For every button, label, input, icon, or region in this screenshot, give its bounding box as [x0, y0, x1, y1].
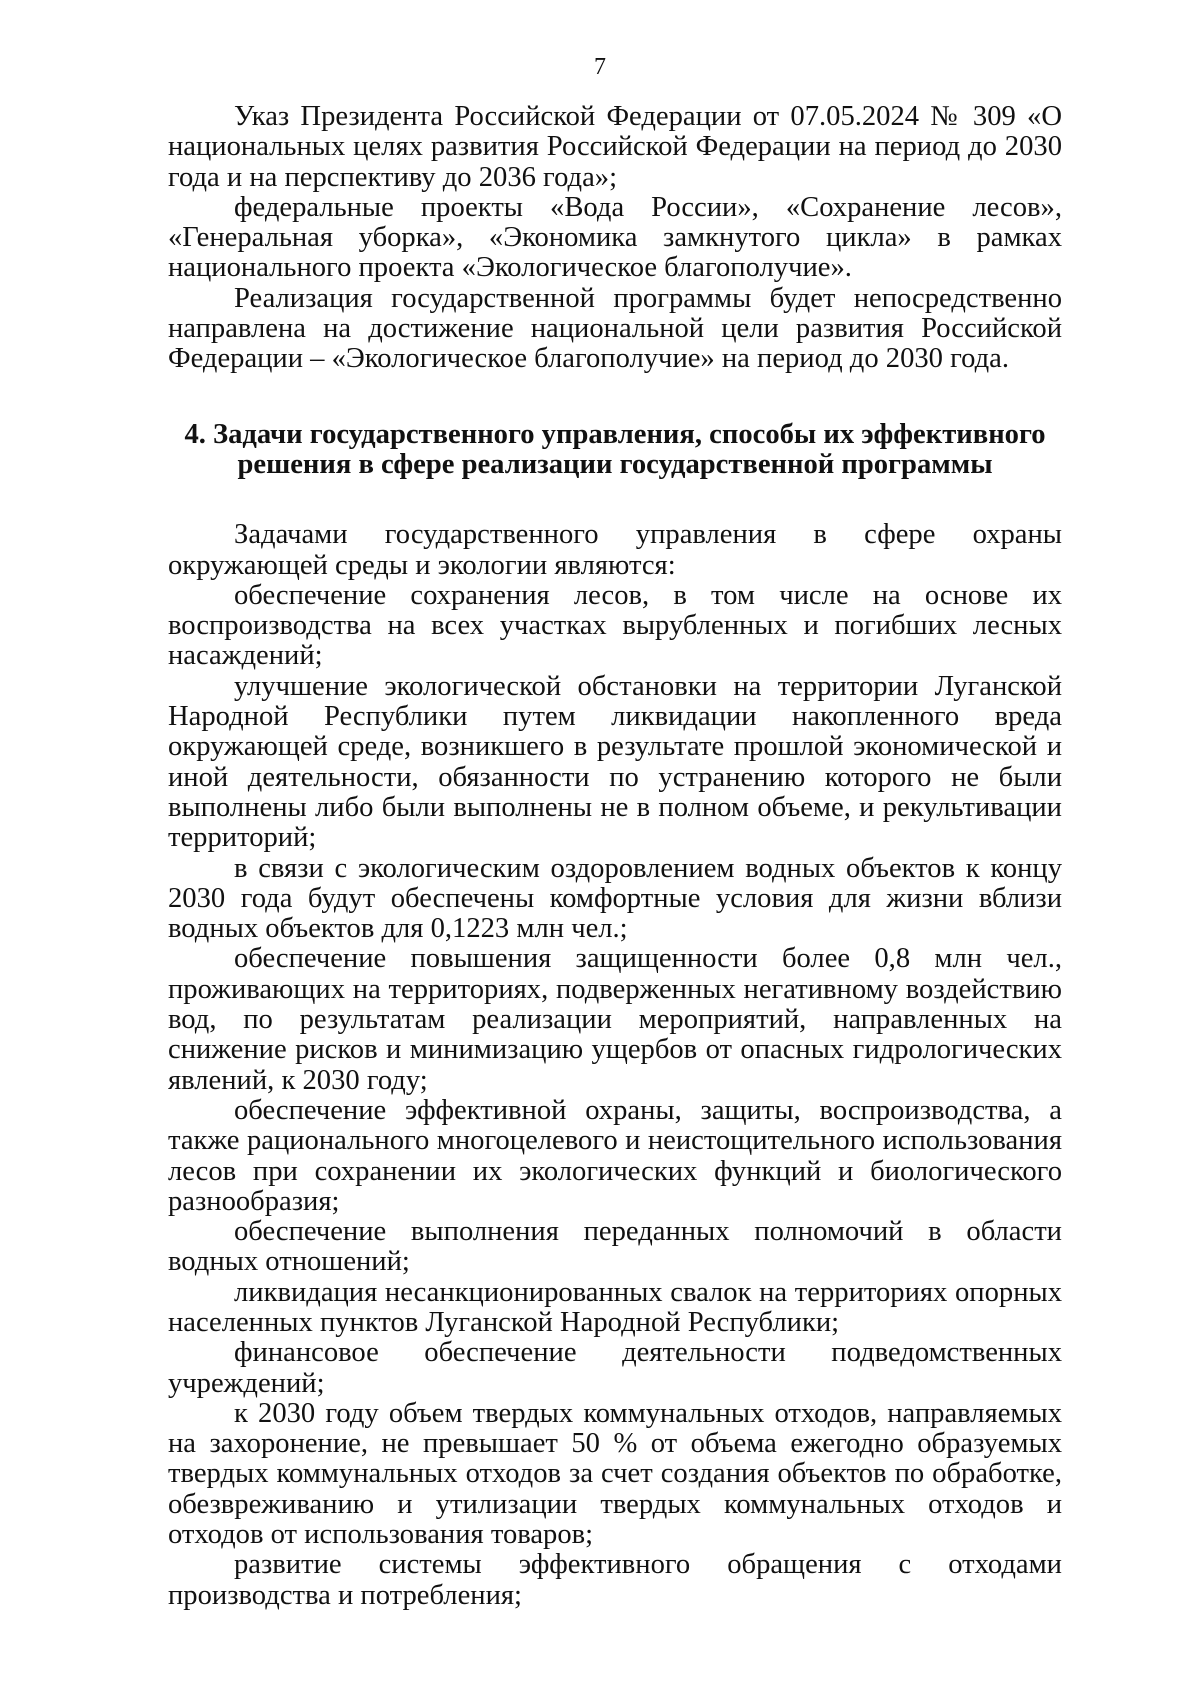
section-heading: 4. Задачи государственного управления, способы их эффективного решения в сфере реализации государственной программы	[184, 418, 1046, 480]
task-item-flood-protection: обеспечение повышения защищенности более 0,8 млн чел., проживающих на территориях, подверженных негативному воздействию вод, по результатам реализации мероприятий, направленных на снижение рисков и минимизацию ущербов от опасных гидрологических явлений, к 2030 году;	[168, 943, 1062, 1096]
intro-paragraph-program-goal: Реализация государственной программы будет непосредственно направлена на достижение национальной цели развития Российской Федерации – «Экологическое благополучие» на период до 2030 года.	[168, 282, 1062, 375]
task-item-forest-preservation: обеспечение сохранения лесов, в том числе на основе их воспроизводства на всех участках вырубленных и погибших лесных насаждений;	[168, 579, 1062, 672]
task-item-forest-protection: обеспечение эффективной охраны, защиты, воспроизводства, а также рационального многоцелевого и неистощительного использования лесов при сохранении их экологических функций и биологического разнообразия;	[168, 1094, 1062, 1217]
task-list	[168, 520, 1062, 1611]
task-item-waste-management: развитие системы эффективного обращения с отходами производства и потребления;	[168, 1549, 1062, 1611]
document-body	[168, 102, 1062, 1611]
task-item-ecological-situation: улучшение экологической обстановки на территории Луганской Народной Республики путем ликвидации накопленного вреда окружающей среде, возникшего в результате прошлой экономической и иной деятельности, обязанности по устранению которого не были выполнены либо были выполнены не в полном объеме, и рекультивации территорий;	[168, 670, 1062, 854]
task-item-water-powers: обеспечение выполнения переданных полномочий в области водных отношений;	[168, 1216, 1062, 1278]
task-item-water-bodies: в связи с экологическим оздоровлением водных объектов к концу 2030 года будут обеспечены комфортные условия для жизни вблизи водных объектов для 0,1223 млн чел.;	[168, 852, 1062, 945]
task-item-financing: финансовое обеспечение деятельности подведомственных учреждений;	[168, 1337, 1062, 1399]
page-number: 7	[594, 54, 606, 80]
intro-paragraph-federal-projects: федеральные проекты «Вода России», «Сохранение лесов», «Генеральная уборка», «Экономика замкнутого цикла» в рамках национального проекта «Экологическое благополучие».	[168, 191, 1062, 284]
task-item-illegal-dumps: ликвидация несанкционированных свалок на территориях опорных населенных пунктов Луганской Народной Республики;	[168, 1276, 1062, 1338]
task-item-municipal-waste: к 2030 году объем твердых коммунальных отходов, направляемых на захоронение, не превышает 50 % от объема ежегодно образуемых твердых коммунальных отходов за счет создания объектов по обработке, обезвреживанию и утилизации твердых коммунальных отходов и отходов от использования товаров;	[168, 1397, 1062, 1551]
task-intro-paragraph: Задачами государственного управления в сфере охраны окружающей среды и экологии являются:	[168, 519, 1062, 581]
intro-paragraph-decree: Указ Президента Российской Федерации от 07.05.2024 № 309 «О национальных целях развития Российской Федерации на период до 2030 года и на перспективу до 2036 года»;	[168, 101, 1062, 193]
